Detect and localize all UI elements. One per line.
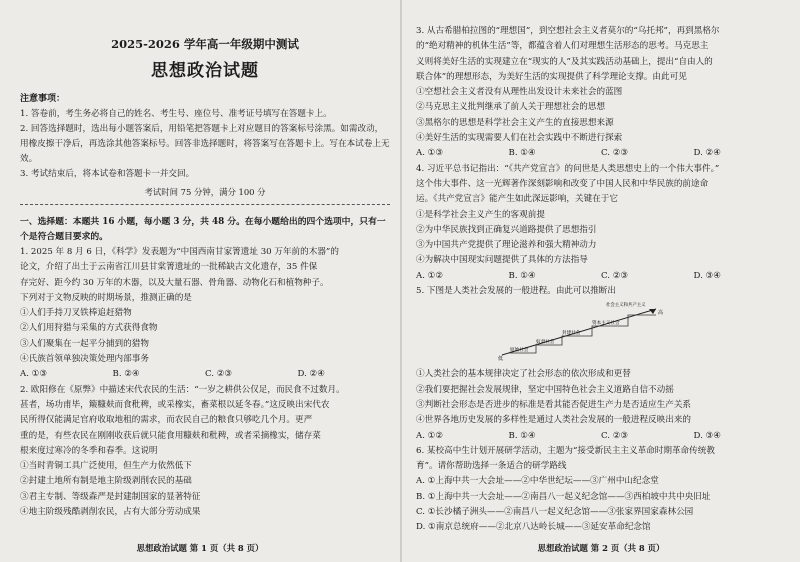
question-line: 6. 某校高中生计划开展研学活动，主题为“接受新民主主义革命时期革命传统教 [416, 445, 715, 456]
cut-line [20, 204, 390, 205]
section-heading: 一、选择题：本题共 16 小题，每小题 3 分，共 48 分。在每小题给出的四个选项中，只有一个是符合题目要求的。 [20, 217, 386, 242]
statement: ④美好生活的实现需要人们在社会实践中不断进行探索 [416, 133, 623, 144]
question-line: 3. 从古希腊柏拉图的“理想国”，到空想社会主义者莫尔的“乌托邦”，再到黑格尔 [416, 26, 720, 36]
option-b: B. ①④ [508, 430, 536, 441]
notice-item: 3. 考试结束后，将本试卷和答题卡一并交回。 [20, 169, 195, 179]
statement: ②人们用狩猎与采集的方式获得食物 [20, 323, 158, 334]
notice-item: 2. 回答选择题时，选出每小题答案后，用铅笔把答题卡上对应题目的答案标号涂黑。如需改动，用橡皮擦干净后，再选涂其他答案标号。回答非选择题时，将答案写在答题卡上。写在本试卷上无效。 [20, 124, 390, 164]
society-stages-diagram [496, 301, 666, 361]
option-a: A. ①② [416, 430, 444, 441]
statement: ③黑格尔的思想是科学社会主义产生的直接思想来源 [416, 117, 614, 128]
question-line: 的“绝对精神的机体生活”等，都蕴含着人们对理想生活形态的思考。马克思主 [416, 41, 709, 52]
high-label: 高 [658, 310, 664, 317]
exam-title: 2025-2026 学年高一年级期中测试 [111, 37, 299, 51]
statement: ②封建土地所有制是地主阶级剥削农民的基础 [20, 476, 192, 487]
question-line: 下列对于文物反映的时期场景，推测正确的是 [20, 292, 192, 303]
statement: ①空想社会主义者没有从理性出发设计未来社会的蓝图 [416, 87, 623, 98]
question-1 [20, 245, 390, 383]
statement: ④氏族首领单独决策处理内部事务 [20, 354, 149, 365]
question-line: 根来度过寒冷的冬季和春季。这说明 [20, 445, 158, 456]
route-option: D. ①南京总统府——②北京八达岭长城——③延安革命纪念馆 [416, 522, 651, 533]
option-d: D. ②④ [693, 148, 721, 159]
statement: ②为中华民族找到正确复兴道路提供了思想指引 [416, 224, 597, 235]
statement: ①人们手持刀叉铁棒追赶猎物 [20, 308, 132, 319]
question-5 [416, 284, 786, 444]
question-line: 5. 下图是人类社会发展的一般进程。由此可以推断出 [416, 286, 616, 297]
option-d: D. ③④ [693, 270, 721, 281]
statement: ③君主专制、等级森严是封建制国家的显著特征 [20, 491, 201, 502]
stage-label: 原始社会 [510, 348, 529, 354]
option-b: B. ①④ [508, 270, 536, 281]
statement: ③人们聚集在一起平分捕到的猎物 [20, 338, 149, 349]
question-line: 育”。请你帮助选择一条适合的研学路线 [416, 461, 567, 472]
answer-options [20, 367, 390, 382]
notice-title: 注意事项： [20, 94, 66, 104]
answer-options [416, 429, 786, 444]
question-line: 甚者，场功甫毕，簸糠麸而食秕稗，或采橡实，畜菜根以延冬春。”这反映出宋代农 [20, 399, 330, 410]
question-line: 重的是，有些农民在刚刚收获后就只能食用糠麸和秕稗，或者采摘橡实，储存菜 [20, 430, 321, 441]
statement: ①人类社会的基本规律决定了社会形态的依次形成和更替 [416, 369, 631, 380]
question-6 [416, 444, 786, 536]
option-b: B. ①④ [508, 148, 536, 159]
stage-label: 封建社会 [562, 331, 581, 337]
route-option: C. ①长沙橘子洲头——②南昌八一起义纪念馆——③张家界国家森林公园 [416, 507, 694, 518]
option-c: C. ②③ [205, 369, 233, 380]
option-b: B. ②④ [112, 369, 140, 380]
page-two [402, 0, 800, 562]
option-d: D. ②④ [297, 369, 325, 380]
answer-options [416, 269, 786, 284]
arrow-head-icon [649, 309, 656, 314]
question-2 [20, 383, 390, 521]
option-c: C. ②③ [601, 270, 629, 281]
question-line: 存完好、距今约 30 万年的木器，以及大量石器、骨角器、动物化石和植物种子。 [20, 277, 329, 288]
statement: ④为解决中国现实问题提供了具体的方法指导 [416, 255, 588, 266]
stage-label: 资本主义社会 [592, 321, 620, 327]
question-line: 2. 欧阳修在《原弊》中描述宋代农民的生活：“一岁之耕供公仅足，而民食不过数月。 [20, 384, 345, 395]
question-line: 4. 习近平总书记指出：“《共产党宣言》的问世是人类思想史上的一个伟大事件。” [416, 163, 720, 174]
question-line: 运。《共产党宣言》能产生如此深远影响，关键在于它 [416, 194, 618, 205]
question-line: 论文，介绍了出土于云南省江川县甘棠箐遗址的一批稀缺古文化遗存，35 件保 [20, 262, 318, 273]
statement: ③为中国共产党提供了理论滋养和强大精神动力 [416, 240, 597, 251]
question-4 [416, 162, 786, 284]
option-c: C. ②③ [601, 148, 629, 159]
question-line: 1. 2025 年 8 月 6 日，《科学》发表题为“中国西南甘家箐遗址 30 万年前的木器”的 [20, 247, 339, 257]
statement: ②我们要把握社会发展规律，坚定中国特色社会主义道路自信不动摇 [416, 384, 674, 395]
question-line: 义则将美好生活的实现建立在“现实的人”及其实践活动基础上，提出“自由人的 [416, 56, 713, 67]
route-option: A. ①上海中共一大会址——②中华世纪坛——③广州中山纪念堂 [416, 476, 659, 487]
subject-title: 思想政治试题 [151, 61, 259, 81]
question-line: 民所得仅能满足官府收取地租的需求，而农民自己的粮食只够吃几个月。更严 [20, 415, 313, 426]
answer-options [416, 146, 786, 161]
option-a: A. ①② [416, 270, 444, 281]
notice-item: 1. 答卷前，考生务必将自己的姓名、考生号、座位号、准考证号填写在答题卡上。 [20, 109, 332, 119]
stage-label: 奴隶社会 [536, 340, 555, 346]
statement: ①是科学社会主义产生的客观前提 [416, 209, 545, 220]
statement: ④地主阶级残酷剥削农民，占有大部分劳动成果 [20, 507, 201, 518]
page-footer: 思想政治试题 第 1 页（共 8 页） [136, 543, 264, 553]
statement: ③判断社会形态是否进步的标准是看其能否促进生产力是否适应生产关系 [416, 399, 692, 410]
option-c: C. ②③ [601, 430, 629, 441]
question-line: 这个伟大事件、这一光辉著作深刻影响和改变了中国人民和中华民族的前途命 [416, 178, 709, 189]
option-d: D. ③④ [693, 430, 721, 441]
statement: ②马克思主义批判继承了前人关于理想社会的思想 [416, 102, 606, 113]
exam-time-score: 考试时间 75 分钟，满分 100 分 [144, 187, 266, 197]
page-footer: 思想政治试题 第 2 页（共 8 页） [537, 543, 665, 553]
question-line: 联合体”的理想形态，为美好生活的实现提供了科学理论支撑。由此可见 [416, 71, 687, 82]
route-option: B. ①上海中共一大会址——②南昌八一起义纪念馆——③西柏坡中共中央旧址 [416, 491, 711, 502]
option-a: A. ①③ [20, 369, 48, 380]
option-a: A. ①③ [416, 148, 444, 159]
statement: ①当时青铜工具广泛使用，但生产力依然低下 [20, 461, 192, 472]
stage-label: 社会主义和共产主义 [606, 303, 646, 309]
question-3 [416, 24, 786, 162]
statement: ④世界各地历史发展的多样性是通过人类社会发展的一般进程反映出来的 [416, 415, 692, 426]
stage-steps [510, 315, 656, 353]
low-label: 低 [498, 356, 504, 362]
